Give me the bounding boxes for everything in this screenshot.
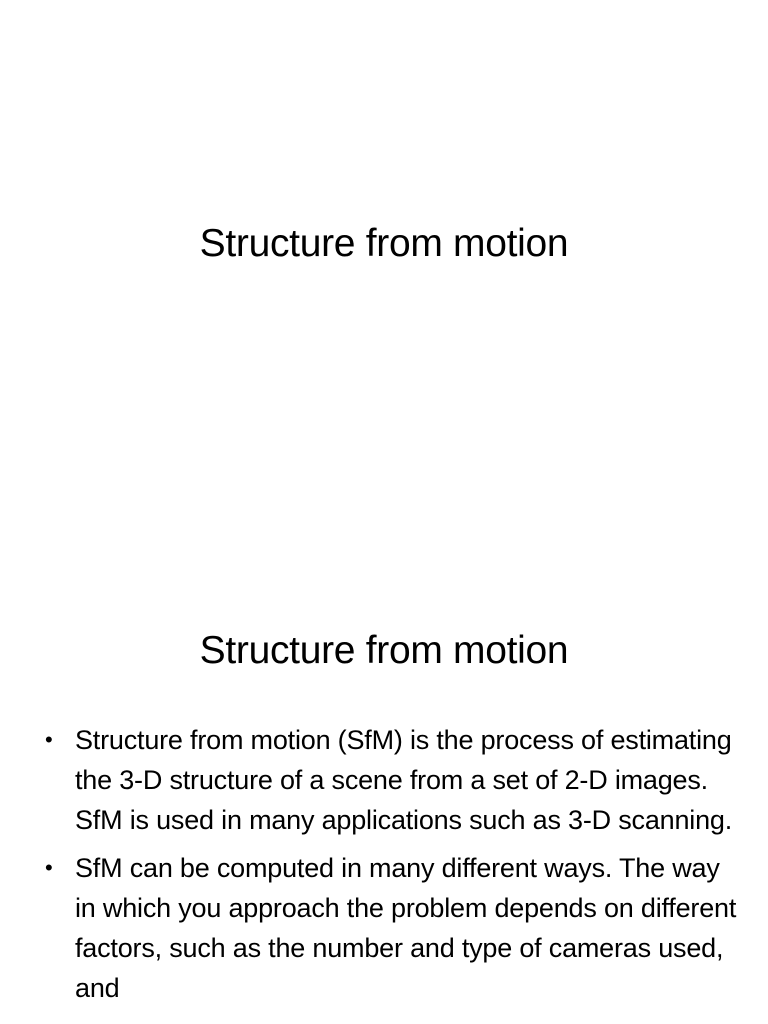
bullet-icon: •	[45, 855, 53, 880]
slide-title: Structure from motion	[199, 222, 569, 265]
bullet-item	[40, 720, 740, 840]
bullet-text: SfM can be computed in many different ways. The way in which you approach the problem depends on different factors, such as the number and type of cameras used, and	[75, 853, 737, 1003]
bullet-icon: •	[45, 727, 53, 752]
bullet-text: Structure from motion (SfM) is the process of estimating the 3-D structure of a scene from a set of 2-D images. SfM is used in many applications such as 3-D scanning.	[75, 725, 733, 835]
slide-content-page	[0, 576, 768, 1024]
slide-heading: Structure from motion	[199, 629, 569, 672]
bullet-item	[40, 848, 740, 1008]
bullet-list	[40, 720, 740, 1016]
